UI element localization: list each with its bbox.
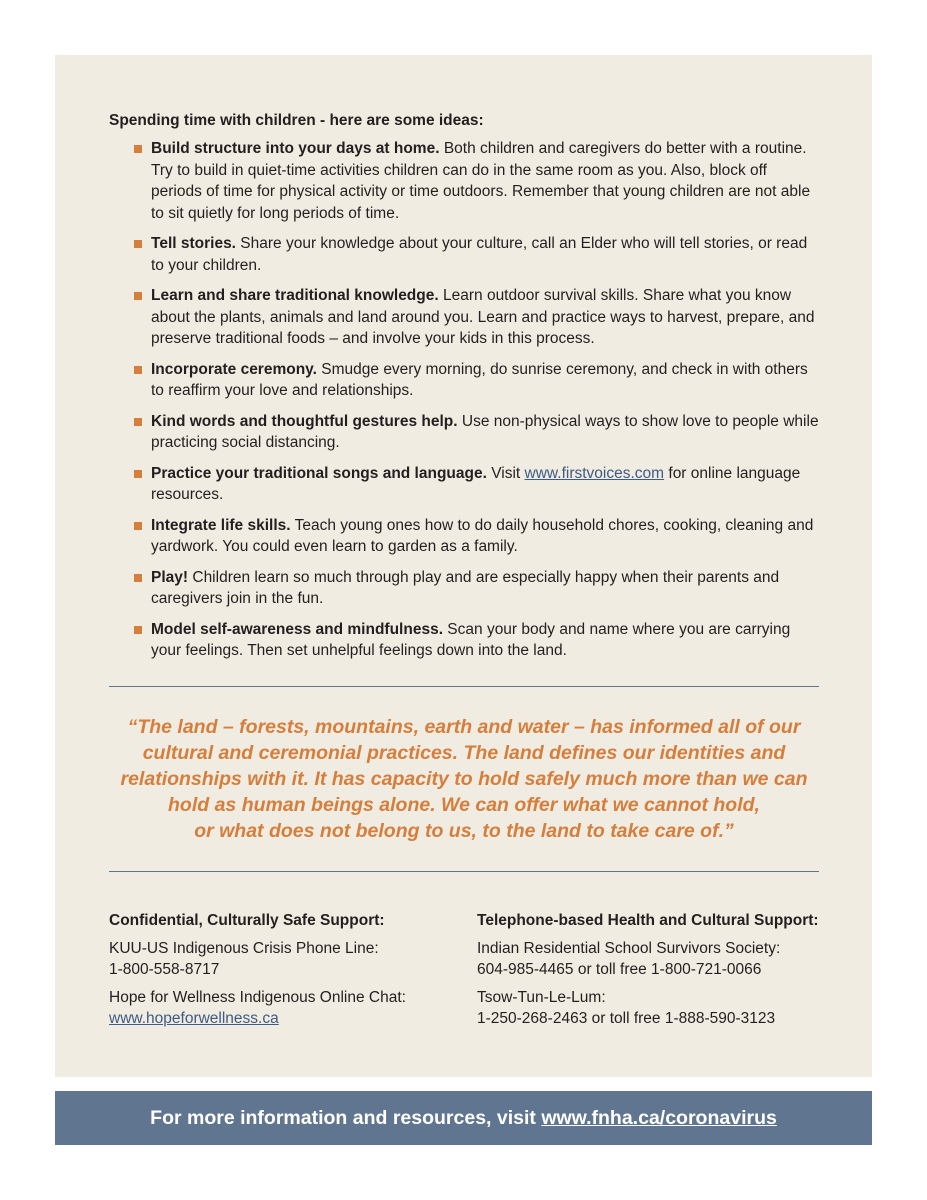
list-item xyxy=(151,619,821,662)
item-text: Visit xyxy=(486,464,525,482)
item-text: Learn outdoor survival skills. Share what you know about the plants, animals and land around you. Learn and practice ways to harvest, prepare, and preserve traditional foods – and involve your kids in this process. xyxy=(151,287,815,347)
item-title: Kind words and thoughtful gestures help. xyxy=(151,412,458,430)
divider-bottom xyxy=(109,871,819,872)
item-text: Scan your body and name where you are carrying your feelings. Then set unhelpful feelings down into the land. xyxy=(151,620,791,659)
support-entry-name: Tsow-Tun-Le-Lum: xyxy=(477,988,606,1006)
divider-top xyxy=(109,686,819,687)
item-text: Teach young ones how to do daily household chores, cooking, cleaning and yardwork. You could even learn to garden as a family. xyxy=(151,516,814,555)
section-heading: Spending time with children - here are some ideas: xyxy=(109,112,484,129)
list-item xyxy=(151,411,821,454)
quote-line: cultural and ceremonial practices. The land defines our identities and xyxy=(142,742,786,764)
item-text: for online language resources. xyxy=(151,464,801,503)
list-item xyxy=(151,463,821,506)
item-text: Use non-physical ways to show love to people while practicing social distancing. xyxy=(151,412,819,451)
square-bullet-icon xyxy=(134,574,142,582)
item-text: Children learn so much through play and are especially happy when their parents and caregivers join in the fun. xyxy=(151,568,780,607)
item-title: Integrate life skills. xyxy=(151,516,291,534)
list-item xyxy=(151,359,821,402)
support-entry-name: Hope for Wellness Indigenous Online Chat: xyxy=(109,988,406,1006)
quote-line: relationships with it. It has capacity to hold safely much more than we can xyxy=(120,768,808,790)
footer-text: For more information and resources, visit xyxy=(150,1107,542,1129)
support-column-left xyxy=(109,910,449,1036)
footer-banner xyxy=(55,1091,872,1145)
item-title: Learn and share traditional knowledge. xyxy=(151,287,439,304)
support-entry xyxy=(109,987,449,1030)
list-item xyxy=(151,285,821,350)
support-entry-name: Indian Residential School Survivors Society: xyxy=(477,939,781,957)
ideas-section xyxy=(109,110,821,671)
item-text: Smudge every morning, do sunrise ceremony, and check in with others to reaffirm your love and relationships. xyxy=(151,360,808,399)
item-title: Play! xyxy=(151,568,189,586)
square-bullet-icon xyxy=(134,145,142,153)
support-column-right xyxy=(477,910,837,1036)
quote-line: hold as human beings alone. We can offer what we cannot hold, xyxy=(168,794,760,816)
square-bullet-icon xyxy=(134,626,142,634)
list-item xyxy=(151,138,821,224)
list-item xyxy=(151,567,821,610)
support-entry xyxy=(109,938,449,981)
item-title: Model self-awareness and mindfulness. xyxy=(151,620,443,638)
item-title: Build structure into your days at home. xyxy=(151,140,440,157)
item-text: Share your knowledge about your culture, call an Elder who will tell stories, or read to your children. xyxy=(151,235,808,274)
support-title: Confidential, Culturally Safe Support: xyxy=(109,912,385,929)
item-title: Incorporate ceremony. xyxy=(151,360,317,378)
support-entry xyxy=(477,987,837,1030)
support-title: Telephone-based Health and Cultural Support: xyxy=(477,912,819,929)
firstvoices-link[interactable]: www.firstvoices.com xyxy=(524,464,665,482)
square-bullet-icon xyxy=(134,470,142,478)
square-bullet-icon xyxy=(134,522,142,530)
support-entry-name: KUU-US Indigenous Crisis Phone Line: xyxy=(109,939,379,957)
ideas-list xyxy=(109,138,821,662)
support-entry-phone: 604-985-4465 or toll free 1-800-721-0066 xyxy=(477,961,762,978)
fnha-coronavirus-link[interactable]: www.fnha.ca/coronavirus xyxy=(541,1107,777,1129)
list-item xyxy=(151,233,821,276)
support-entry xyxy=(477,938,837,981)
hopeforwellness-link[interactable]: www.hopeforwellness.ca xyxy=(109,1010,279,1027)
quote-line: “The land – forests, mountains, earth and water – has informed all of our xyxy=(127,716,801,738)
square-bullet-icon xyxy=(134,292,142,300)
square-bullet-icon xyxy=(134,418,142,426)
quote-line: or what does not belong to us, to the land to take care of.” xyxy=(194,820,734,842)
square-bullet-icon xyxy=(134,366,142,374)
land-quote xyxy=(109,714,819,844)
item-title: Practice your traditional songs and language. xyxy=(151,464,487,482)
item-text: Both children and caregivers do better with a routine. Try to build in quiet-time activities children can do in the same room as you. Also, block off periods of time for physical activity or time outdoors. Remember that young children are not able to sit quietly for long periods of time. xyxy=(151,140,811,222)
support-entry-phone: 1-250-268-2463 or toll free 1-888-590-3123 xyxy=(477,1010,776,1027)
item-title: Tell stories. xyxy=(151,235,236,252)
list-item xyxy=(151,515,821,558)
square-bullet-icon xyxy=(134,240,142,248)
support-entry-phone: 1-800-558-8717 xyxy=(109,961,220,978)
